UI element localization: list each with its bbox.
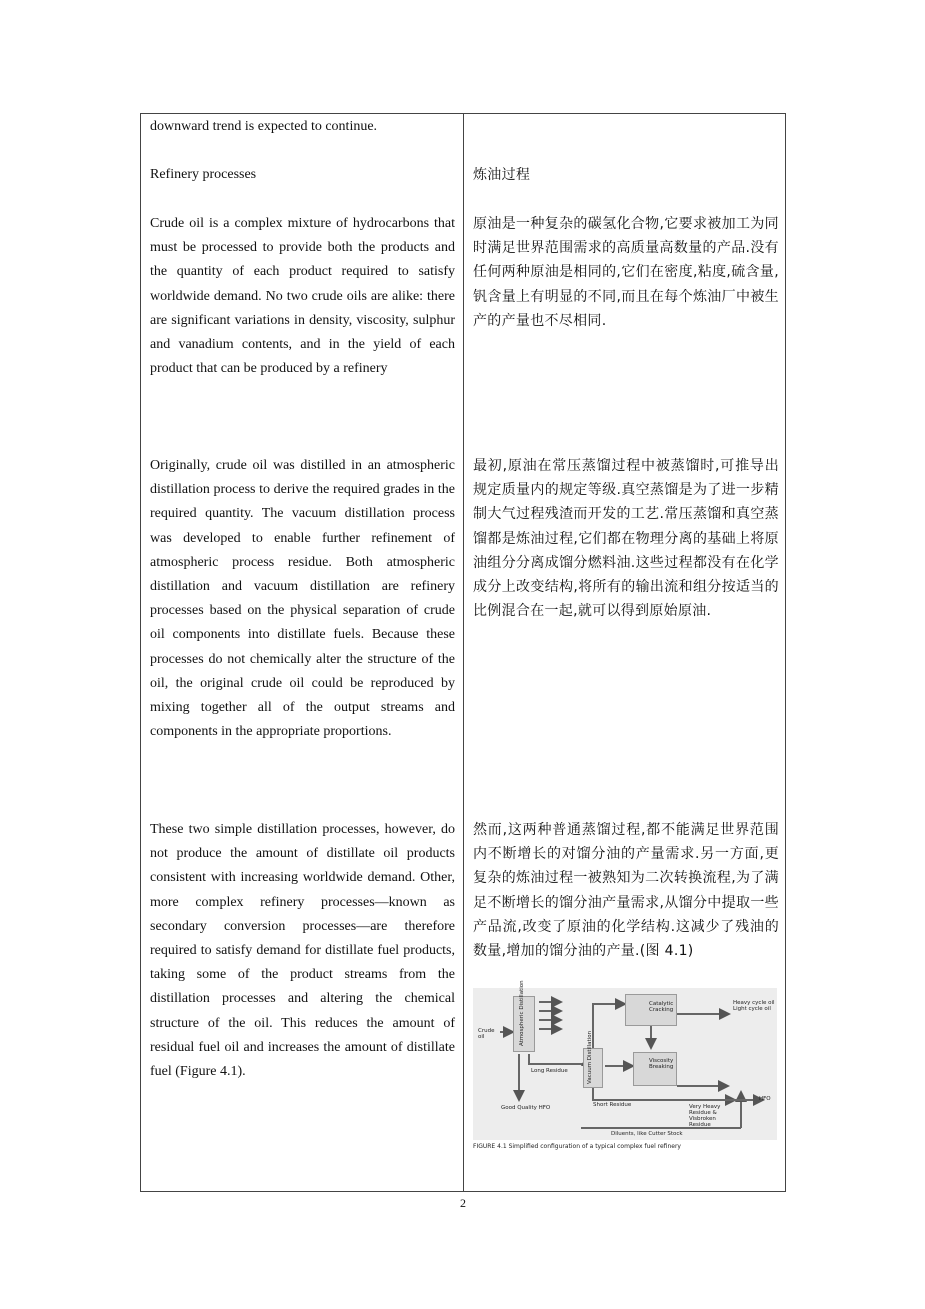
atmospheric-label: Atmospheric Distillation [519,980,525,1046]
paragraph-en-2: Originally, crude oil was distilled in an atmospheric distillation process to derive the required grades in the required quantity. The vacuum distillation process was developed to enable further refinement of atmospheric process residue. Both atmospheric distillation and vacuum distillation are refinery processes based on the physical separation of crude oil components into distillate fuels. Because these processes do not chemically alter the structure of the oil, the original crude oil could be reproduced by mixing together all of the output streams and components in the appropriate proportions. [150,458,455,740]
diluents-label: Diluents, like Cutter Stock [611,1131,683,1137]
paragraph-zh-3: 然而,这两种普通蒸馏过程,都不能满足世界范围内不断增长的对馏分油的产量需求.另一方面,更复杂的炼油过程一被熟知为二次转换流程,为了满足不断增长的馏分油产量需求,从馏分中提取一些产品流,改变了原油的化学结构.这减少了残油的数量,增加的馏分油的产量.(图 4.1) [473,822,779,960]
very-heavy-residue-label: Very Heavy Residue & Visbroken Residue [689,1104,721,1128]
intro-text: downward trend is expected to continue. [150,119,378,134]
section-heading-en: Refinery processes [150,167,257,182]
vacuum-label: Vacuum Distillation [587,1030,593,1084]
translation-table [140,113,786,1192]
paragraph-en-3: These two simple distillation processes, however, do not produce the amount of distillate oil products consistent with increasing worldwide demand. Other, more complex refinery processes—known as secondary conversion processes—are therefore required to satisfy demand for distillate fuel products, taking some of the product streams from the distillation processes and altering the chemical structure of the oil. This reduces the amount of residual fuel oil and increases the amount of distillate fuel (Figure 4.1). [150,822,455,1080]
page-number: 2 [460,1196,466,1210]
heavy-cycle-label: Heavy cycle oil Light cycle oil [733,1000,775,1012]
visbreaking-label: Viscosity Breaking [649,1058,674,1070]
catalytic-label: Catalytic Cracking [649,1001,674,1013]
paragraph-en-1: Crude oil is a complex mixture of hydrocarbons that must be processed to provide both the products and the quantity of each product required to satisfy worldwide demand. No two crude oils are alike: there are significant variations in density, viscosity, sulphur and vanadium contents, and in the yield of each product that can be produced by a refinery [150,216,455,377]
short-residue-label: Short Residue [593,1102,632,1108]
crude-oil-label: Crude oil [478,1028,495,1040]
hfo-label: HFO [759,1096,771,1102]
good-quality-hfo-label: Good Quality HFO [501,1105,551,1111]
column-divider [463,114,464,1191]
long-residue-label: Long Residue [531,1068,568,1074]
refinery-diagram-figure [473,980,779,1154]
section-heading-zh: 炼油过程 [473,167,531,183]
paragraph-zh-2: 最初,原油在常压蒸馏过程中被蒸馏时,可推导出规定质量内的规定等级.真空蒸馏是为了进一步精制大气过程残渣而开发的工艺.常压蒸馏和真空蒸馏都是炼油过程,它们都在物理分离的基础上将原油组分分离成馏分燃料油.这些过程都没有在化学成分上改变结构,将所有的输出流和组分按适当的比例混合在一起,就可以得到原始原油. [473,458,779,620]
paragraph-zh-1: 原油是一种复杂的碳氢化合物,它要求被加工为同时满足世界范围需求的高质量高数量的产品.没有任何两种原油是相同的,它们在密度,粘度,硫含量,钒含量上有明显的不同,而且在每个炼油厂中被生产的产量也不尽相同. [473,216,779,329]
figure-caption: FIGURE 4.1 Simplified configuration of a typical complex fuel refinery [473,1143,681,1150]
